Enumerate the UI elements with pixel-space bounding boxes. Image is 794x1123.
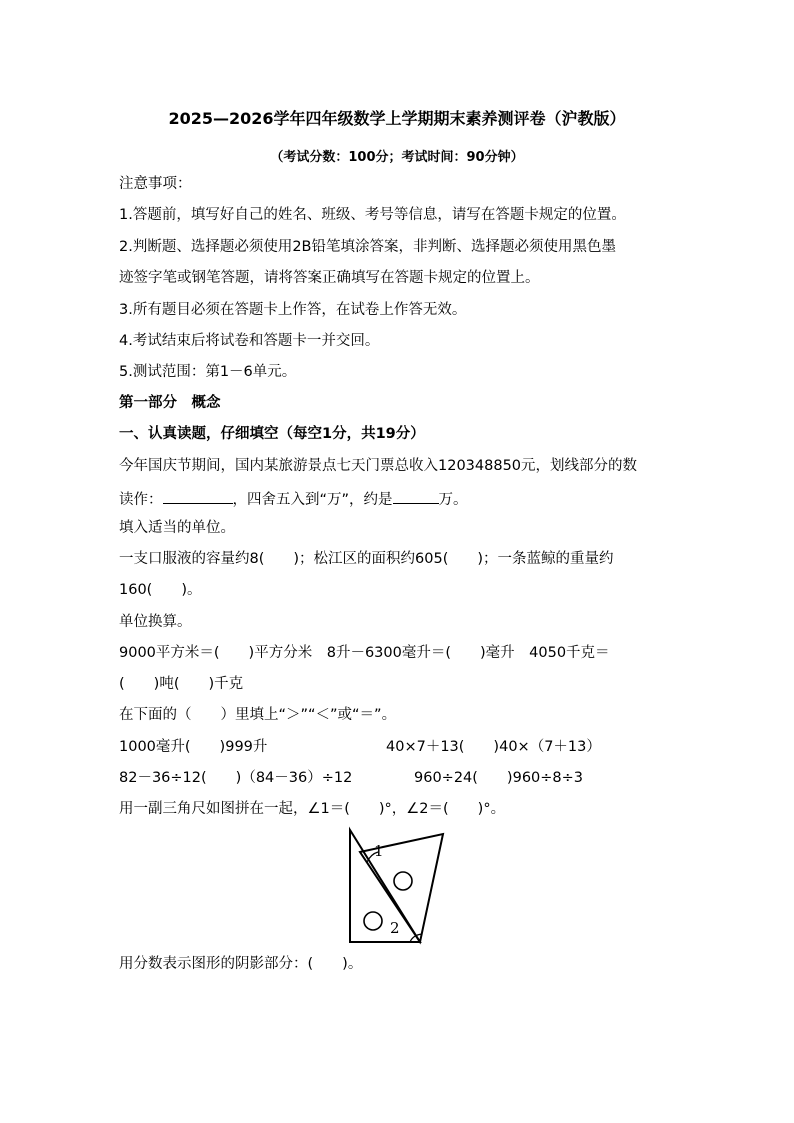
part-heading: 第一部分 概念 [119,395,221,411]
angle-2-label: 2 [390,919,400,937]
q5-text: 用一副三角尺如图拼在一起，∠1＝( )°，∠2＝( )°。 [119,801,506,817]
notice-item-2: 2.判断题、选择题必须使用2B铅笔填涂答案，非判断、选择题必须使用黑色墨 [119,239,617,255]
angle-1-label: 1 [374,842,384,860]
q1-read-blank[interactable] [163,487,233,504]
notice-item-4: 4.考试结束后将试卷和答题卡一并交回。 [119,333,380,349]
exam-title: 2025—2026学年四年级数学上学期期末素养测评卷（沪教版） [168,109,626,128]
q1-line1: 今年国庆节期间，国内某旅游景点七天门票总收入120348850元，划线部分的数 [119,458,638,474]
exam-subtitle: （考试分数：100分；考试时间：90分钟） [270,150,524,165]
q2-line2: 160( )。 [119,582,202,598]
triangle-hole-right [394,872,412,890]
notice-item-5: 5.测试范围：第1－6单元。 [119,364,297,380]
notice-item-1: 1.答题前，填写好自己的姓名、班级、考号等信息，请写在答题卡规定的位置。 [119,207,626,223]
triangle-hole-left [364,912,382,930]
notice-item-3: 3.所有题目必须在答题卡上作答，在试卷上作答无效。 [119,302,467,318]
notice-heading: 注意事项： [119,176,192,192]
q6-text: 用分数表示图形的阴影部分：( )。 [119,956,363,972]
q2-line1: 一支口服液的容量约8( )；松江区的面积约605( )；一条蓝鲸的重量约 [119,551,614,567]
triangle-ruler-figure [340,824,455,946]
q1-line2 [119,487,468,510]
q3-heading: 单位换算。 [119,614,192,630]
q1-round-label: ，四舍五入到“万”，约是 [232,492,393,508]
section-heading: 一、认真读题，仔细填空（每空1分，共19分） [119,426,425,442]
q4-item-d: 960÷24( )960÷8÷3 [414,770,584,786]
triangle-ruler-right [360,834,443,942]
q3-line1: 9000平方米＝( )平方分米 8升－6300毫升＝( )毫升 4050千克＝ [119,645,610,661]
q2-heading: 填入适当的单位。 [119,520,235,536]
q4-heading: 在下面的（ ）里填上“＞”“＜”或“＝”。 [119,707,397,723]
q4-item-b: 40×7＋13( )40×（7＋13） [386,739,601,755]
q1-read-label: 读作： [119,492,163,508]
q1-round-blank[interactable] [393,487,439,504]
q4-item-c: 82－36÷12( )（84－36）÷12 [119,770,353,786]
q1-unit: 万。 [438,492,468,508]
q3-line2: ( )吨( )千克 [119,676,244,692]
q4-item-a: 1000毫升( )999升 [119,739,268,755]
notice-item-2-cont: 迹签字笔或钢笔答题，请将答案正确填写在答题卡规定的位置上。 [119,270,540,286]
